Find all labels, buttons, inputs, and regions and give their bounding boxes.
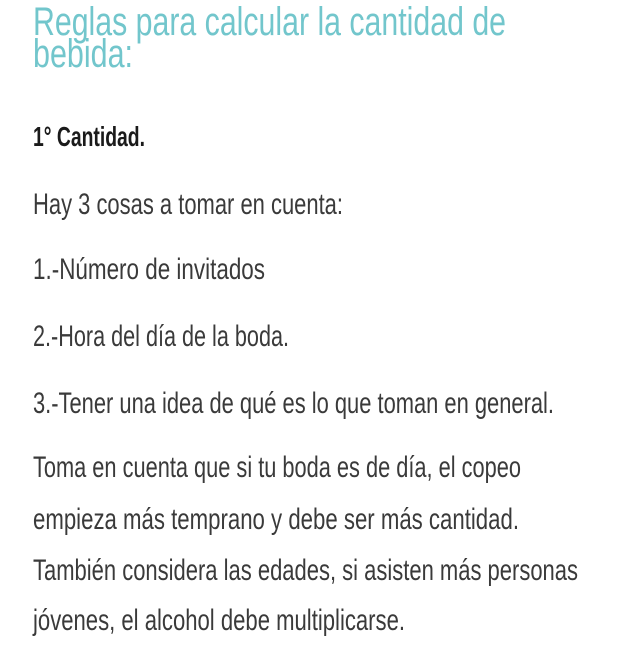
paragraph-line: jóvenes, el alcohol debe multiplicarse. xyxy=(33,604,405,637)
page-title-line-2: bebida: xyxy=(33,32,133,76)
paragraph-line: También considera las edades, si asisten más personas xyxy=(33,554,578,587)
paragraph-line: empieza más temprano y debe ser más cantidad. xyxy=(33,503,519,536)
section-heading: 1° Cantidad. xyxy=(33,121,145,152)
list-item: 2.-Hora del día de la boda. xyxy=(33,320,289,353)
list-item: 3.-Tener una idea de qué es lo que toman en general. xyxy=(33,387,554,420)
list-item: 1.-Número de invitados xyxy=(33,253,265,286)
intro-text: Hay 3 cosas a tomar en cuenta: xyxy=(33,188,343,221)
paragraph-line: Toma en cuenta que si tu boda es de día, el copeo xyxy=(33,451,521,484)
page-title-line-1: Reglas para calcular la cantidad de xyxy=(33,0,506,44)
